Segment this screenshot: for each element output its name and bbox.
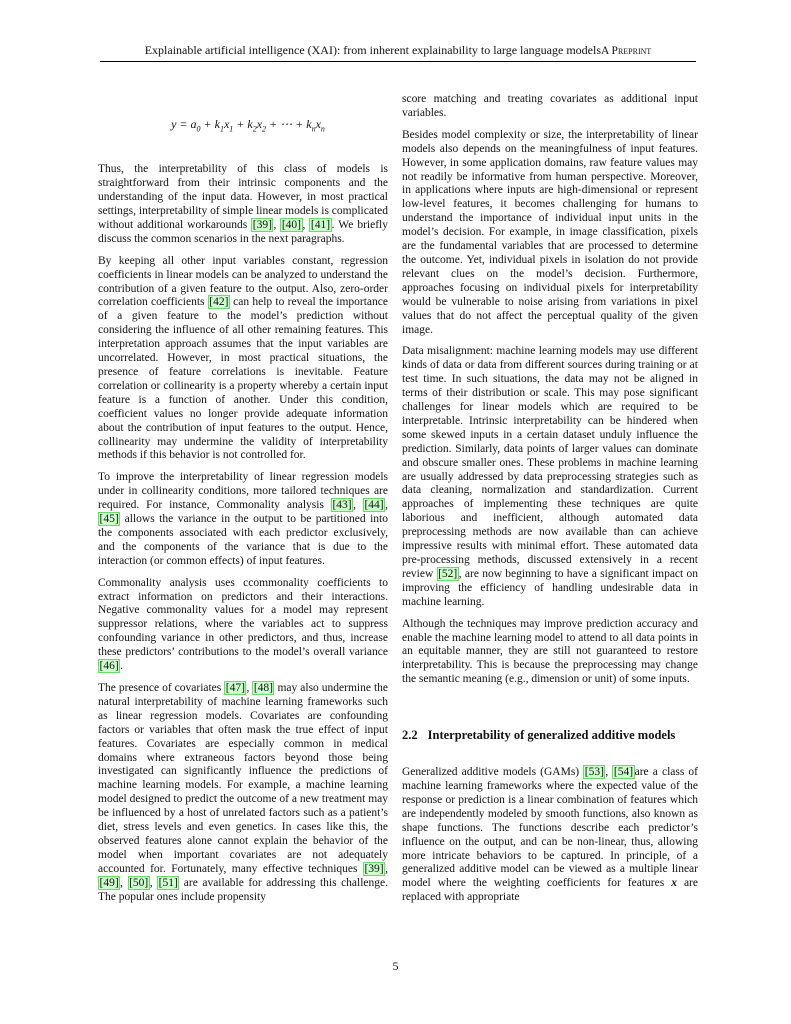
- citation-link[interactable]: [39]: [364, 862, 384, 875]
- section-number: 2.2: [402, 728, 418, 743]
- paragraph: Thus, the interpretability of this class of models is straightforward from their intrinsic components and the understanding of the input data. However, in most practical settings, interpretability of simple linear models is complicated without additional workarounds [39] , [40] , [41] . We briefly discuss the common scenarios in the next paragraphs.: [98, 163, 389, 245]
- header-rule: [100, 61, 696, 62]
- header-preprint-label: A Preprint: [601, 45, 652, 57]
- section-heading: [402, 729, 698, 743]
- citation-link[interactable]: [43]: [332, 499, 352, 512]
- citation-link[interactable]: [41]: [310, 218, 331, 231]
- paragraph: Generalized additive models (GAMs) [53] , [54] are a class of machine learning frameworks where the expected value of the response or prediction is a linear combination of features which are independently modeled by smooth functions, also known as shape functions. The functions describe each predictor’s influence on the output, and can be non-linear, thus, allowing more intricate behaviors to be captured. In principle, of a generalized additive model can be viewed as a multiple linear model where the weighting coefficients for features x are replaced with appropriate: [402, 766, 699, 904]
- linear-model-equation: [98, 118, 388, 136]
- paragraph: Although the techniques may improve prediction accuracy and enable the machine learning model to attend to all data points in an equitable manner, they are still not guaranteed to restore interpretability. This is because the preprocessing may change the semantic meaning (e.g., dimension or unit) of some inputs.: [402, 617, 698, 686]
- header-title: Explainable artificial intelligence (XAI): from inherent explainability to large language models: [144, 43, 601, 57]
- citation-link[interactable]: [54]: [613, 766, 634, 779]
- citation-link[interactable]: [46]: [99, 660, 119, 673]
- citation-link[interactable]: [48]: [253, 682, 273, 695]
- paragraph: score matching and treating covariates as additional input variables.: [402, 93, 698, 119]
- paragraph: Commonality analysis uses ccommonality coefficients to extract information on predictors and their interactions. Negative commonality values for a model may represent suppressor relations, where the variables act to suppress confounding variance in other predictors, and thus, increase these predictors’ contributions to the model’s overall variance [46] .: [98, 576, 388, 673]
- paragraph: The presence of covariates [47] , [48] may also undermine the natural interpretability of machine learning frameworks such as linear regression models. Covariates are confounding factors or variables that often mask the true effect of input features. Covariates are especially common in medical domains where extraneous factors beyond those being investigated can significantly influence the predictions of machine learning models. For example, a machine learning model designed to predict the outcome of a new treatment may be influenced by a host of unrelated factors such as a patient’s diet, stress levels and even genetics. In cases like this, the observed features alone cannot explain the behavior of the model when important covariates are not adequately accounted for. Fortunately, many effective techniques [39] , [49] , [50] , [51] are available for addressing this challenge. The popular ones include propensity: [98, 682, 389, 903]
- paragraph: By keeping all other input variables constant, regression coefficients in linear models can be analyzed to understand the contribution of a given feature to the output. Also, zero-order correlation coefficients [42] can help to reveal the importance of a given feature to the model’s prediction without considering the influence of all other remaining features. This interpretation approach assumes that the input variables are uncorrelated. However, in most practical situations, the presence of feature correlations is inevitable. Feature correlation or collinearity is a property whereby a certain input feature is a function of another. Under this condition, coefficient values no longer provide adequate information about the contribution of input features to the output. Hence, collinearity may undermine the validity of interpretability methods if this behavior is not controlled for.: [98, 254, 388, 462]
- equation-rendered: $y = a_0 + k_1x_1 + k_2x_2$ + ⋯ + $k_nx_n$: [171, 117, 325, 134]
- paragraph: Besides model complexity or size, the interpretability of linear models also depends on the meaningfulness of input features. However, in some application domains, raw feature values may not readily be informative from human perspective. Moreover, in applications where inputs are high-dimensional or represent low-level features, it becomes challenging for humans to understand the importance of individual input units in the model’s decision. For example, in image classification, pixels are the fundamental variables that are processed to determine the outcome. Yet, individual pixels in isolation do not provide relevant clues on the model’s decision. Furthermore, approaches focusing on individual pixels for interpretability would be vulnerable to noise arising from variations in pixel values that do not affect the perceptual quality of the given image.: [402, 128, 698, 336]
- citation-link[interactable]: [51]: [158, 876, 178, 889]
- paragraph: Data misalignment: machine learning models may use different kinds of data or data from different sources during training or at test time. In such situations, the data may not be aligned in terms of their distribution or scale. This may pose significant challenges for linear models which are required to be interpretable. Intrinsic interpretability can be hindered when some skewed inputs in a certain dataset unduly influence the prediction. Similarly, data points of larger values can dominate and obscure smaller ones. These problems in machine learning are usually addressed by data preprocessing strategies such as data cleaning, normalization and standardization. Current approaches of implementing these techniques are quite laborious and inefficient, although automated data preprocessing methods are now available than can achieve impressive results with minimal effort. These automated data pre-processing methods, discussed extensively in a recent review [52] , are now beginning to have a significant impact on improving the efficiency of handling undesirable data in machine learning.: [402, 345, 698, 608]
- citation-link[interactable]: [49]: [99, 876, 119, 889]
- page-number: 5: [392, 959, 399, 973]
- math-variable: x: [671, 877, 677, 890]
- citation-link[interactable]: [44]: [364, 499, 384, 512]
- paragraph: To improve the interpretability of linear regression models under in collinearity conditions, more tailored techniques are required. For instance, Commonality analysis [43] , [44] , [45] allows the variance in the output to be partitioned into the components associated with each predictor exclusively, and the components of the variance that is due to the interaction (or common effects) of input features.: [98, 471, 389, 567]
- citation-link[interactable]: [40]: [281, 218, 302, 231]
- citation-link[interactable]: [47]: [225, 682, 245, 695]
- citation-link[interactable]: [42]: [209, 296, 229, 309]
- citation-link[interactable]: [39]: [252, 218, 272, 231]
- section-title: Interpretability of generalized additive models: [427, 728, 676, 743]
- citation-link[interactable]: [52]: [438, 567, 458, 580]
- right-column: [402, 93, 698, 913]
- citation-link[interactable]: [45]: [99, 513, 119, 526]
- citation-link[interactable]: [50]: [129, 876, 149, 889]
- citation-link[interactable]: [53]: [584, 766, 604, 779]
- left-column: [98, 93, 388, 913]
- running-header: [100, 41, 696, 59]
